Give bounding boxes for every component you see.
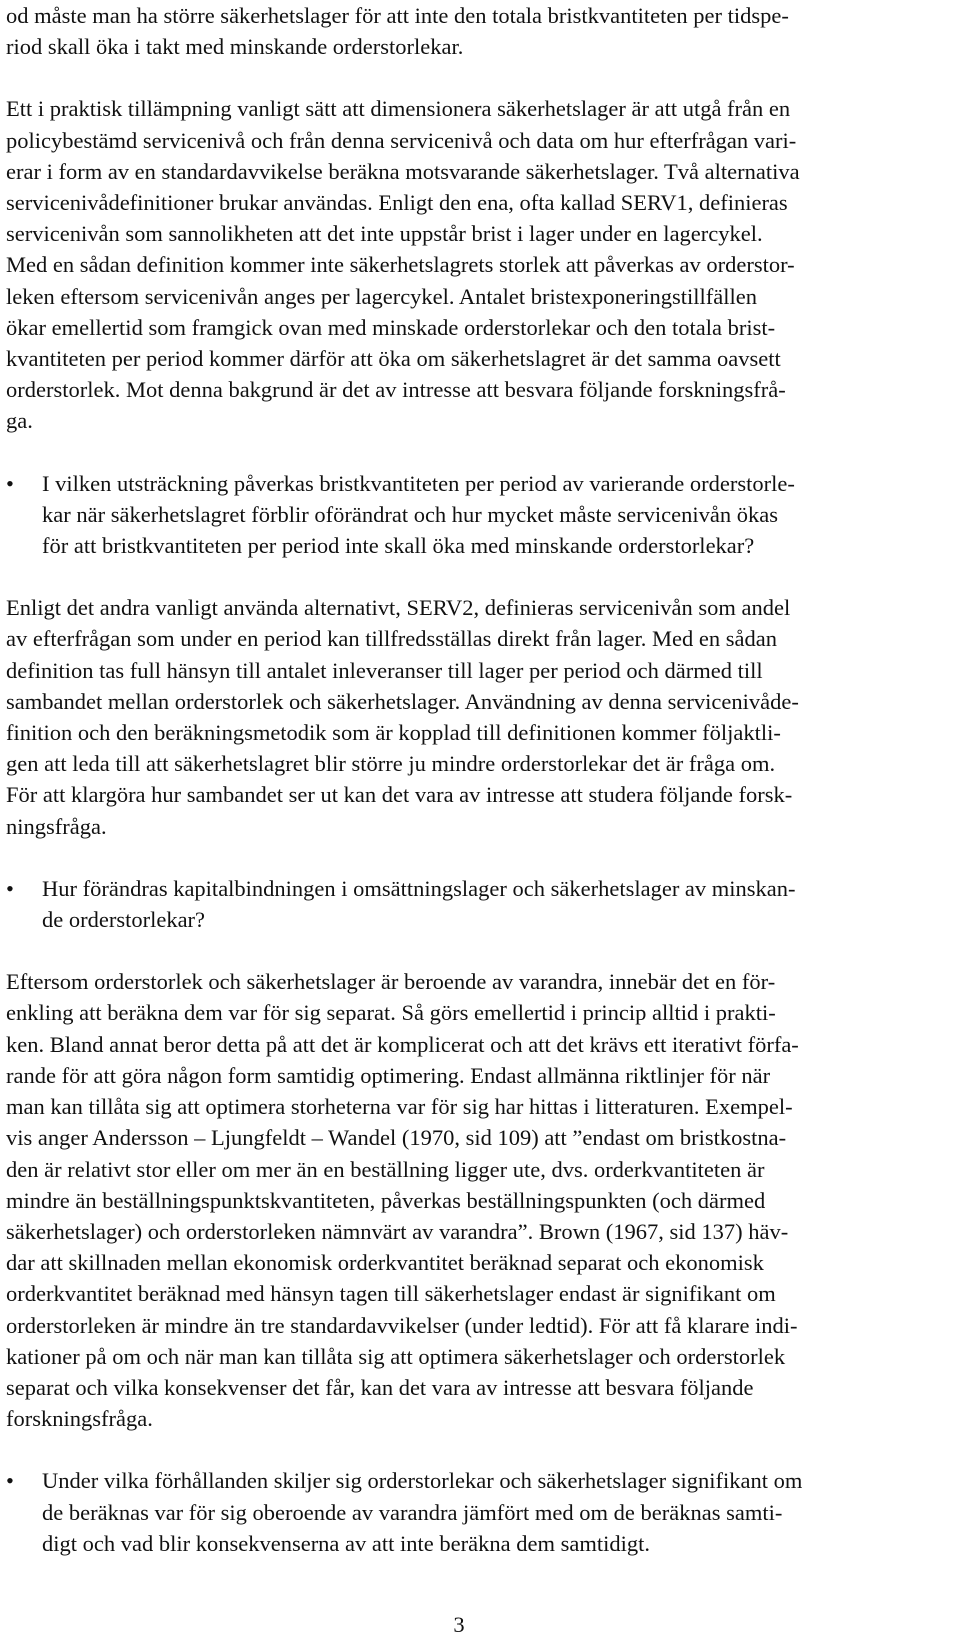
bullet-icon: • — [6, 875, 14, 901]
text-line: orderstorleken är mindre än tre standardavvikelser (under ledtid). För att få klarare indi- — [6, 1312, 798, 1338]
text-line: för att bristkvantiteten per period inte skall öka med minskande orderstorlekar? — [42, 533, 755, 559]
text-line: definition tas full hänsyn till antalet inleveranser till lager per period och därmed till — [6, 657, 763, 683]
paragraph-gap — [6, 561, 924, 592]
text-line: finition och den beräkningsmetodik som är kopplad till definitionen kommer följaktli- — [6, 720, 781, 746]
text-line: Ett i praktisk tillämpning vanligt sätt att dimensionera säkerhetslager är att utgå från en — [6, 96, 791, 122]
text-line: kationer på om och när man kan tillåta sig att optimera säkerhetslager och orderstorlek — [6, 1343, 786, 1369]
text-line: leken eftersom servicenivån anges per lagercykel. Antalet bristexponeringstillfällen — [6, 283, 757, 309]
text-line: dar att skillnaden mellan ekonomisk orderkvantitet beräknad separat och ekonomisk — [6, 1250, 764, 1276]
bullet-icon: • — [6, 470, 14, 496]
text-line: Under vilka förhållanden skiljer sig orderstorlekar och säkerhetslager signifikant om — [42, 1468, 803, 1494]
text-line: ökar emellertid som framgick ovan med minskade orderstorlekar och den totala brist- — [6, 314, 776, 340]
text-line: För att klargöra hur sambandet ser ut kan det vara av intresse att studera följande forsk- — [6, 782, 793, 808]
text-line: servicenivådefinitioner brukar användas. Enligt den ena, ofta kallad SERV1, definieras — [6, 190, 788, 216]
text-line: Enligt det andra vanligt använda alternativt, SERV2, definieras servicenivån som andel — [6, 595, 791, 621]
text-line: de orderstorlekar? — [42, 907, 206, 933]
text-line: gen att leda till att säkerhetslagret blir större ju mindre orderstorlekar det är fråga om. — [6, 751, 776, 777]
document-page — [6, 0, 924, 1559]
bullet-icon: • — [6, 1468, 14, 1494]
paragraph-intro-continuation — [6, 0, 924, 62]
page-number: 3 — [453, 1612, 465, 1637]
text-line: policybestämd servicenivå och från denna servicenivå och data om hur efterfrågan vari- — [6, 127, 797, 153]
text-line: Med en sådan definition kommer inte säkerhetslagrets storlek att påverkas av orderstor- — [6, 252, 795, 278]
text-line: mindre än beställningspunktskvantiteten, påverkas beställningspunkten (och därmed — [6, 1187, 766, 1213]
paragraph-serv2 — [6, 592, 924, 842]
text-line: orderstorlek. Mot denna bakgrund är det av intresse att besvara följande forskningsfrå- — [6, 377, 786, 403]
text-line: ningsfråga. — [6, 813, 107, 839]
text-line: den är relativt stor eller om mer än en beställning ligger ute, dvs. orderkvantiteten är — [6, 1156, 765, 1182]
paragraph-gap — [6, 935, 924, 966]
text-line: rande för att göra någon form samtidig optimering. Endast allmänna riktlinjer för när — [6, 1062, 771, 1088]
text-line: Eftersom orderstorlek och säkerhetslager är beroende av varandra, innebär det en för- — [6, 969, 776, 995]
text-line: ga. — [6, 408, 33, 434]
text-line: digt och vad blir konsekvenserna av att inte beräkna dem samtidigt. — [42, 1530, 650, 1556]
text-line: forskningsfråga. — [6, 1406, 153, 1432]
text-line: servicenivån som sannolikheten att det inte uppstår brist i lager under en lagercykel. — [6, 221, 763, 247]
paragraph-gap — [6, 842, 924, 873]
research-question-2 — [6, 873, 924, 935]
text-line: man kan tillåta sig att optimera storheterna var för sig har hittas i litteraturen. Exempel- — [6, 1094, 793, 1120]
paragraph-serv1 — [6, 93, 924, 436]
text-line: od måste man ha större säkerhetslager för att inte den totala bristkvantiteten per tidspe- — [6, 3, 789, 28]
text-line: säkerhetslager) och orderstorleken nämnvärt av varandra”. Brown (1967, sid 137) häv- — [6, 1218, 789, 1244]
text-line: Hur förändras kapitalbindningen i omsättningslager och säkerhetslager av minskan- — [42, 875, 796, 901]
text-line: enkling att beräkna dem var för sig separat. Så görs emellertid i princip alltid i prakti- — [6, 1000, 776, 1026]
paragraph-gap — [6, 62, 924, 93]
text-line: separat och vilka konsekvenser det får, kan det vara av intresse att besvara följande — [6, 1374, 754, 1400]
text-line: kvantiteten per period kommer därför att öka om säkerhetslagret är det samma oavsett — [6, 346, 781, 372]
text-line: riod skall öka i takt med minskande orderstorlekar. — [6, 34, 464, 60]
text-line: I vilken utsträckning påverkas bristkvantiteten per period av varierande orderstorle- — [42, 470, 795, 496]
text-line: orderkvantitet beräknad med hänsyn tagen till säkerhetslager endast är signifikant om — [6, 1281, 776, 1307]
research-question-3 — [6, 1465, 924, 1559]
research-question-1 — [6, 468, 924, 562]
text-line: kar när säkerhetslagret förblir oförändrat och hur mycket måste servicenivån ökas — [42, 501, 778, 527]
paragraph-gap — [6, 437, 924, 468]
text-line: sambandet mellan orderstorlek och säkerhetslager. Användning av denna servicenivåde- — [6, 688, 799, 714]
text-line: vis anger Andersson – Ljungfeldt – Wandel (1970, sid 109) att ”endast om bristkostna- — [6, 1125, 787, 1151]
text-line: av efterfrågan som under en period kan tillfredsställas direkt från lager. Med en sådan — [6, 626, 777, 652]
text-line: de beräknas var för sig oberoende av varandra jämfört med om de beräknas samti- — [42, 1499, 783, 1525]
text-line: ken. Bland annat beror detta på att det är komplicerat och att det krävs ett iterativt förfa- — [6, 1031, 799, 1057]
paragraph-gap — [6, 1434, 924, 1465]
text-line: erar i form av en standardavvikelse beräkna motsvarande säkerhetslager. Två alternativa — [6, 158, 800, 184]
paragraph-joint-optimization — [6, 966, 924, 1434]
